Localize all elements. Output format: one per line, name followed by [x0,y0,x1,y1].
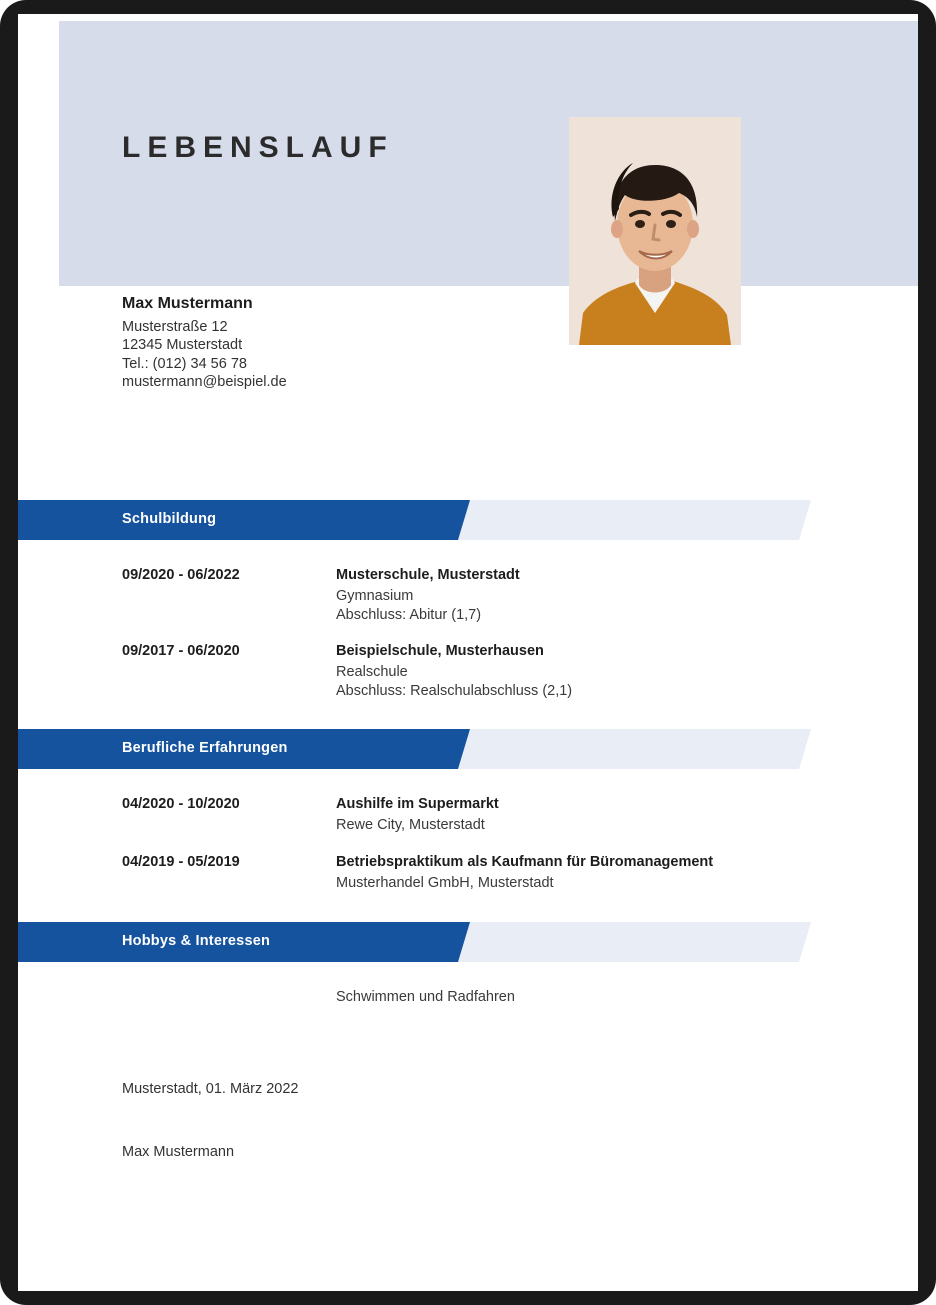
entry-body [336,795,896,835]
entry-title: Musterschule, Musterstadt [336,567,520,583]
entry-body [336,566,896,625]
contact-name: Max Mustermann [122,295,253,312]
entry-date: 09/2020 - 06/2022 [122,567,240,583]
entry-date: 04/2020 - 10/2020 [122,796,240,812]
section-header-hobbys [18,922,811,962]
entry-body [336,642,896,701]
entry-title: Betriebspraktikum als Kaufmann für Büromanagement [336,854,714,870]
entry-line1: Realschule [336,664,408,680]
entry-line1: Gymnasium [336,588,414,604]
contact-street: Musterstraße 12 [122,318,228,335]
entry-title: Beispielschule, Musterhausen [336,643,544,659]
page-title: LEBENSLAUF [122,131,394,164]
entry-line1: Schwimmen und Radfahren [336,989,515,1005]
section-heading: Berufliche Erfahrungen [122,740,288,756]
contact-phone: Tel.: (012) 34 56 78 [122,355,247,372]
portrait-photo [569,117,741,345]
entry-date: 09/2017 - 06/2020 [122,643,240,659]
section-header-schulbildung [18,500,811,540]
portrait-illustration [569,117,741,345]
entry-date: 04/2019 - 05/2019 [122,854,240,870]
place-and-date: Musterstadt, 01. März 2022 [122,1081,299,1097]
section-heading: Hobbys & Interessen [122,933,271,949]
contact-email: mustermann@beispiel.de [122,374,287,390]
contact-city: 12345 Musterstadt [122,337,243,353]
entry-body [336,853,896,893]
entry-title: Aushilfe im Supermarkt [336,796,499,812]
entry-line1: Rewe City, Musterstadt [336,817,485,833]
entry-line1: Musterhandel GmbH, Musterstadt [336,875,554,891]
section-header-berufliche-erfahrungen [18,729,811,769]
section-bar-dark [18,500,470,540]
resume-page [18,14,918,1291]
signature-name: Max Mustermann [122,1144,235,1160]
contact-block [122,295,287,392]
section-heading: Schulbildung [122,511,217,527]
entry-line2: Abschluss: Abitur (1,7) [336,607,482,623]
entry-line2: Abschluss: Realschulabschluss (2,1) [336,683,573,699]
entry-body [336,988,896,1007]
